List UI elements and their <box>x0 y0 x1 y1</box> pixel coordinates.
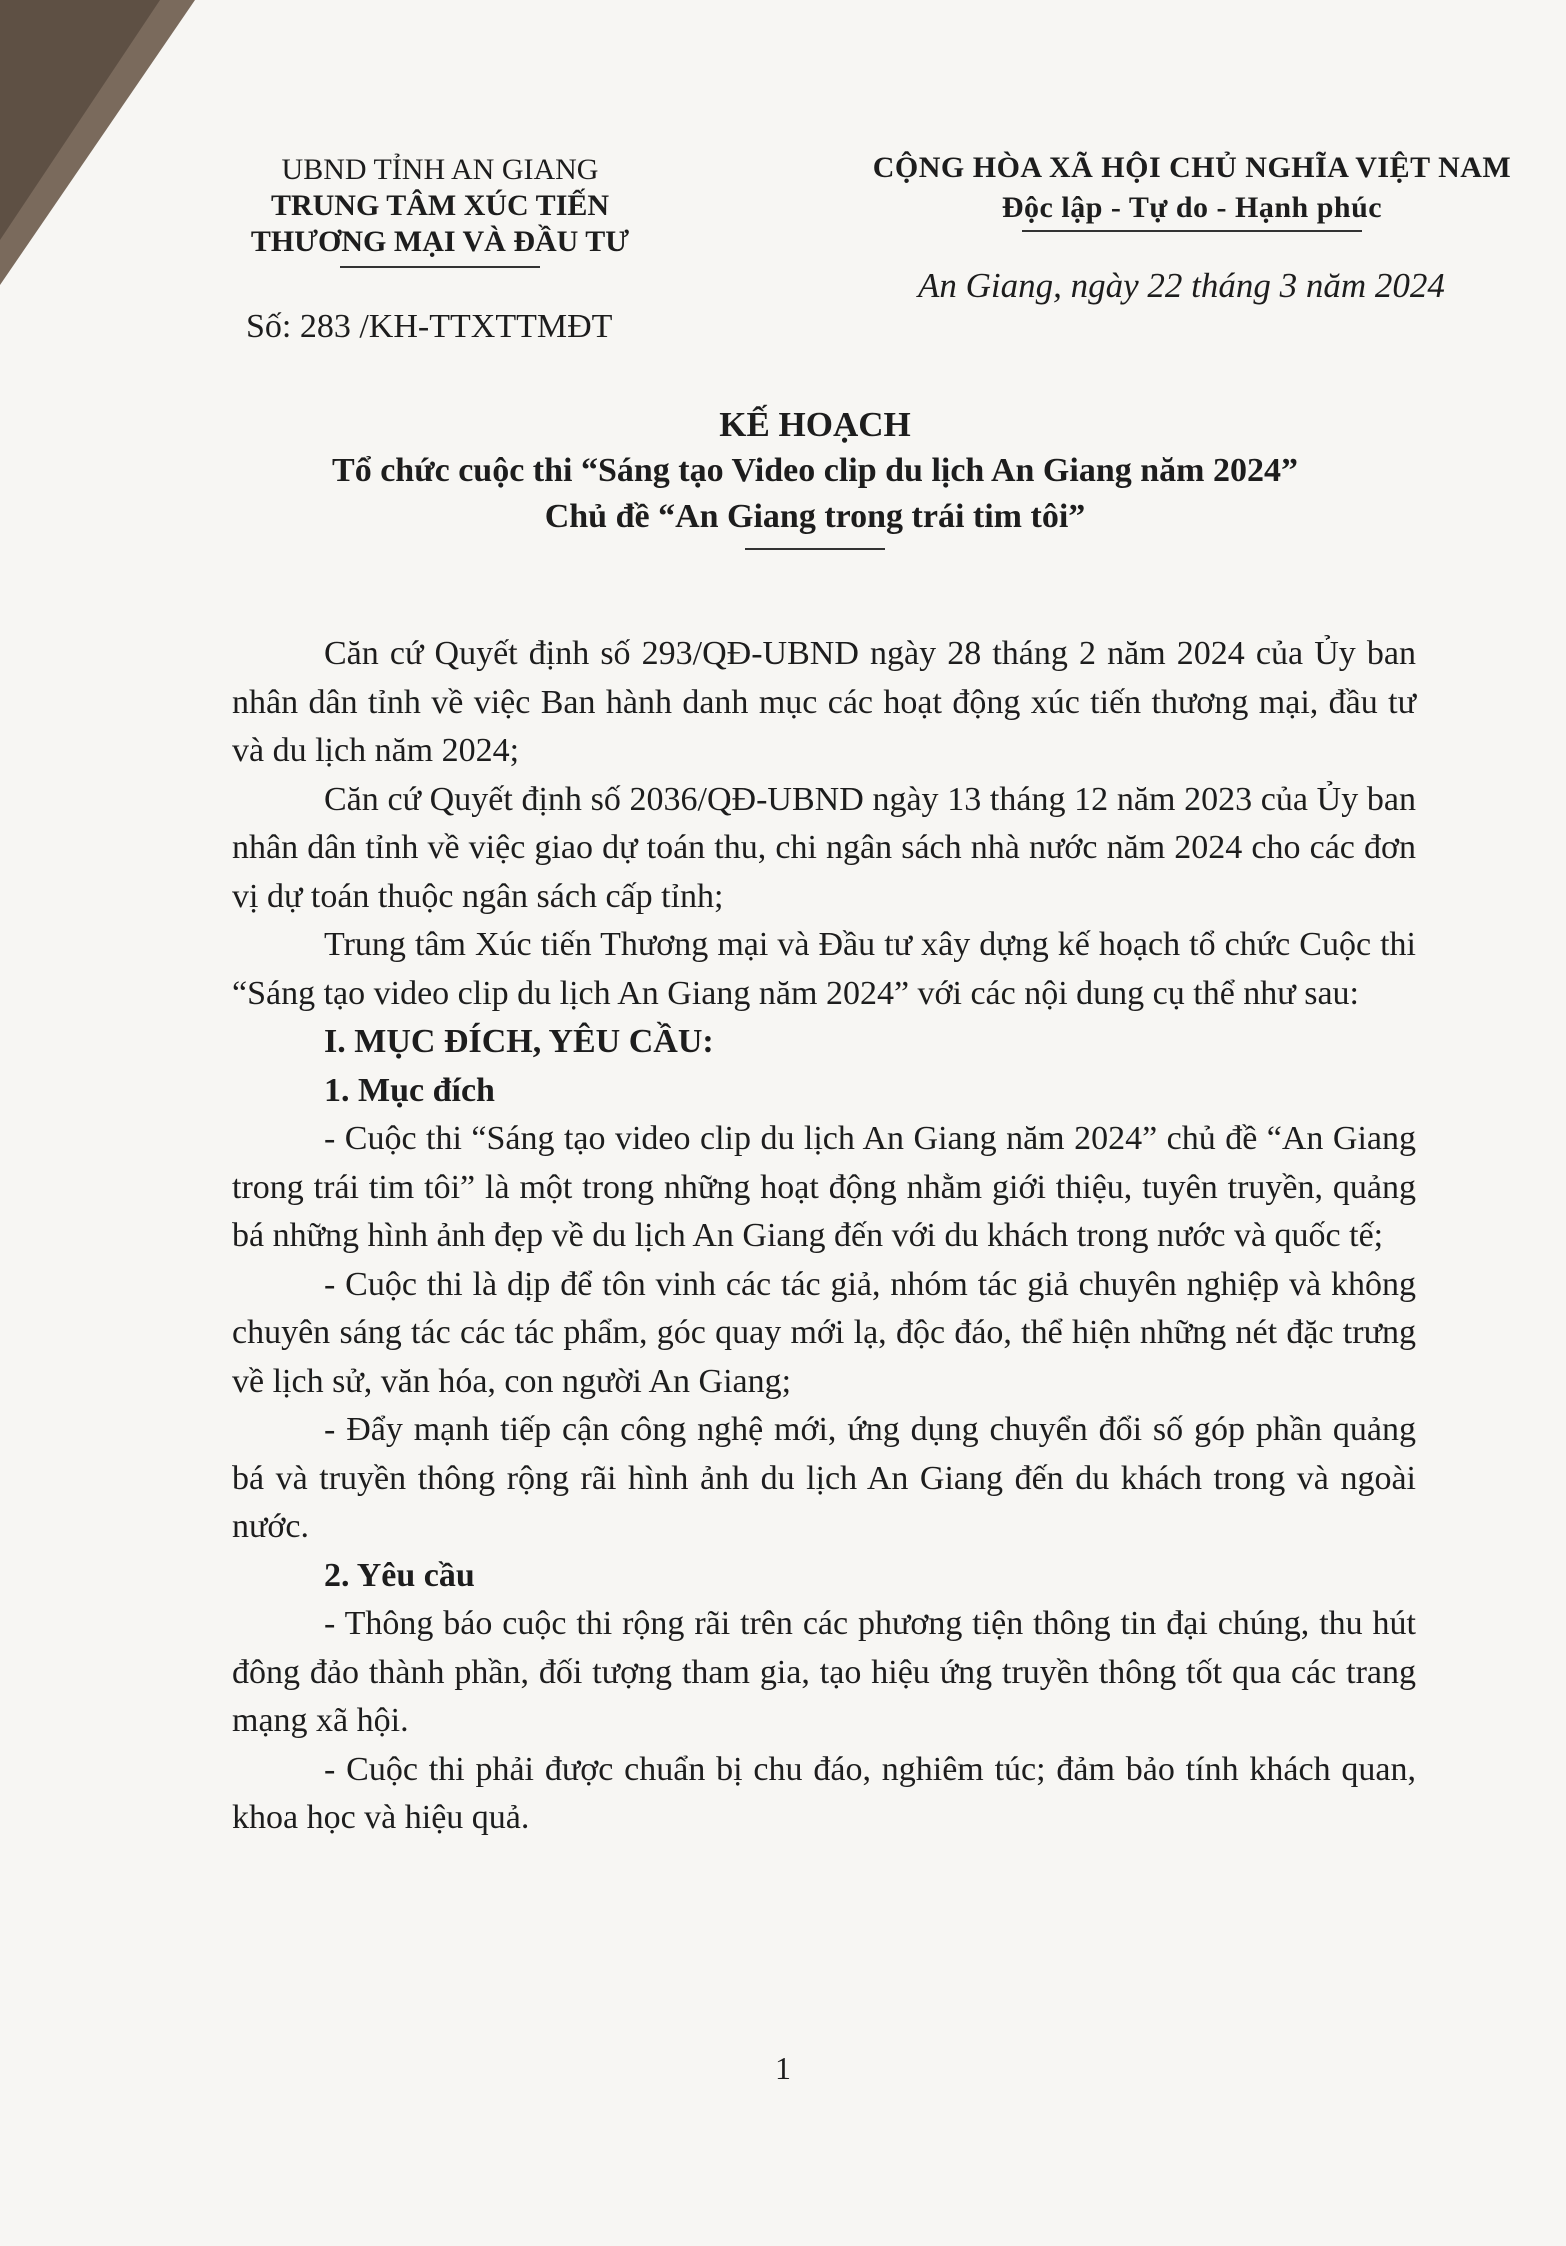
title-underline <box>745 548 885 550</box>
document-body <box>232 630 1416 1843</box>
agency-parent: UBND TỈNH AN GIANG <box>281 153 599 186</box>
paragraph-basis-1: Căn cứ Quyết định số 293/QĐ-UBND ngày 28 tháng 2 năm 2024 của Ủy ban nhân dân tỉnh về việc Ban hành danh mục các hoạt động xúc tiến thương mại, đầu tư và du lịch năm 2024; <box>232 635 1416 769</box>
agency-name-line1: TRUNG TÂM XÚC TIẾN <box>270 189 610 222</box>
paragraph-intro: Trung tâm Xúc tiến Thương mại và Đầu tư xây dựng kế hoạch tổ chức Cuộc thi “Sáng tạo video clip du lịch An Giang năm 2024” với các nội dung cụ thể như sau: <box>232 926 1416 1012</box>
national-title: CỘNG HÒA XÃ HỘI CHỦ NGHĨA VIỆT NAM <box>872 151 1512 184</box>
paragraph-basis-2: Căn cứ Quyết định số 2036/QĐ-UBND ngày 13 tháng 12 năm 2023 của Ủy ban nhân dân tỉnh về việc giao dự toán thu, chi ngân sách nhà nước năm 2024 cho các đơn vị dự toán thuộc ngân sách cấp tỉnh; <box>232 780 1416 915</box>
purpose-item-2: - Cuộc thi là dịp để tôn vinh các tác giả, nhóm tác giả chuyên nghiệp và không chuyên sáng tác các tác phẩm, góc quay mới lạ, độc đáo, thể hiện những nét đặc trưng về lịch sử, văn hóa, con người An Giang; <box>232 1265 1416 1400</box>
agency-name-line2: THƯƠNG MẠI VÀ ĐẦU TƯ <box>250 225 630 258</box>
purpose-item-3: - Đẩy mạnh tiếp cận công nghệ mới, ứng dụng chuyển đổi số góp phần quảng bá và truyền thông rộng rãi hình ảnh du lịch An Giang đến du khách trong và ngoài nước. <box>232 1411 1416 1545</box>
section-heading: I. MỤC ĐÍCH, YÊU CẦU: <box>324 1023 714 1060</box>
motto-underline <box>1022 230 1362 232</box>
national-header <box>852 148 1532 232</box>
issuing-agency-header <box>230 152 650 268</box>
title-subject: Tổ chức cuộc thi “Sáng tạo Video clip du lịch An Giang năm 2024” <box>332 452 1298 489</box>
document-title <box>180 402 1450 550</box>
requirement-item-1: - Thông báo cuộc thi rộng rãi trên các phương tiện thông tin đại chúng, thu hút đông đảo thành phần, đối tượng tham gia, tạo hiệu ứng truyền thông tốt qua các trang mạng xã hội. <box>232 1605 1416 1739</box>
title-theme: Chủ đề “An Giang trong trái tim tôi” <box>544 498 1086 535</box>
page-number: 1 <box>775 2050 791 2086</box>
scan-corner-shadow <box>0 0 240 300</box>
document-number: Số: 283 /KH-TTXTTMĐT <box>246 308 613 345</box>
requirement-item-2: - Cuộc thi phải được chuẩn bị chu đáo, nghiêm túc; đảm bảo tính khách quan, khoa học và hiệu quả. <box>232 1750 1416 1836</box>
agency-underline <box>340 266 540 268</box>
title-type: KẾ HOẠCH <box>719 405 911 444</box>
subsection-heading-requirements: 2. Yêu cầu <box>324 1556 475 1594</box>
purpose-item-1: - Cuộc thi “Sáng tạo video clip du lịch An Giang năm 2024” chủ đề “An Giang trong trái tim tôi” là một trong những hoạt động nhằm giới thiệu, tuyên truyền, quảng bá những hình ảnh đẹp về du lịch An Giang đến với du khách trong nước và quốc tế; <box>232 1120 1416 1254</box>
document-date: An Giang, ngày 22 tháng 3 năm 2024 <box>918 266 1445 305</box>
subsection-heading-purpose: 1. Mục đích <box>324 1071 495 1109</box>
national-motto: Độc lập - Tự do - Hạnh phúc <box>1001 191 1383 224</box>
